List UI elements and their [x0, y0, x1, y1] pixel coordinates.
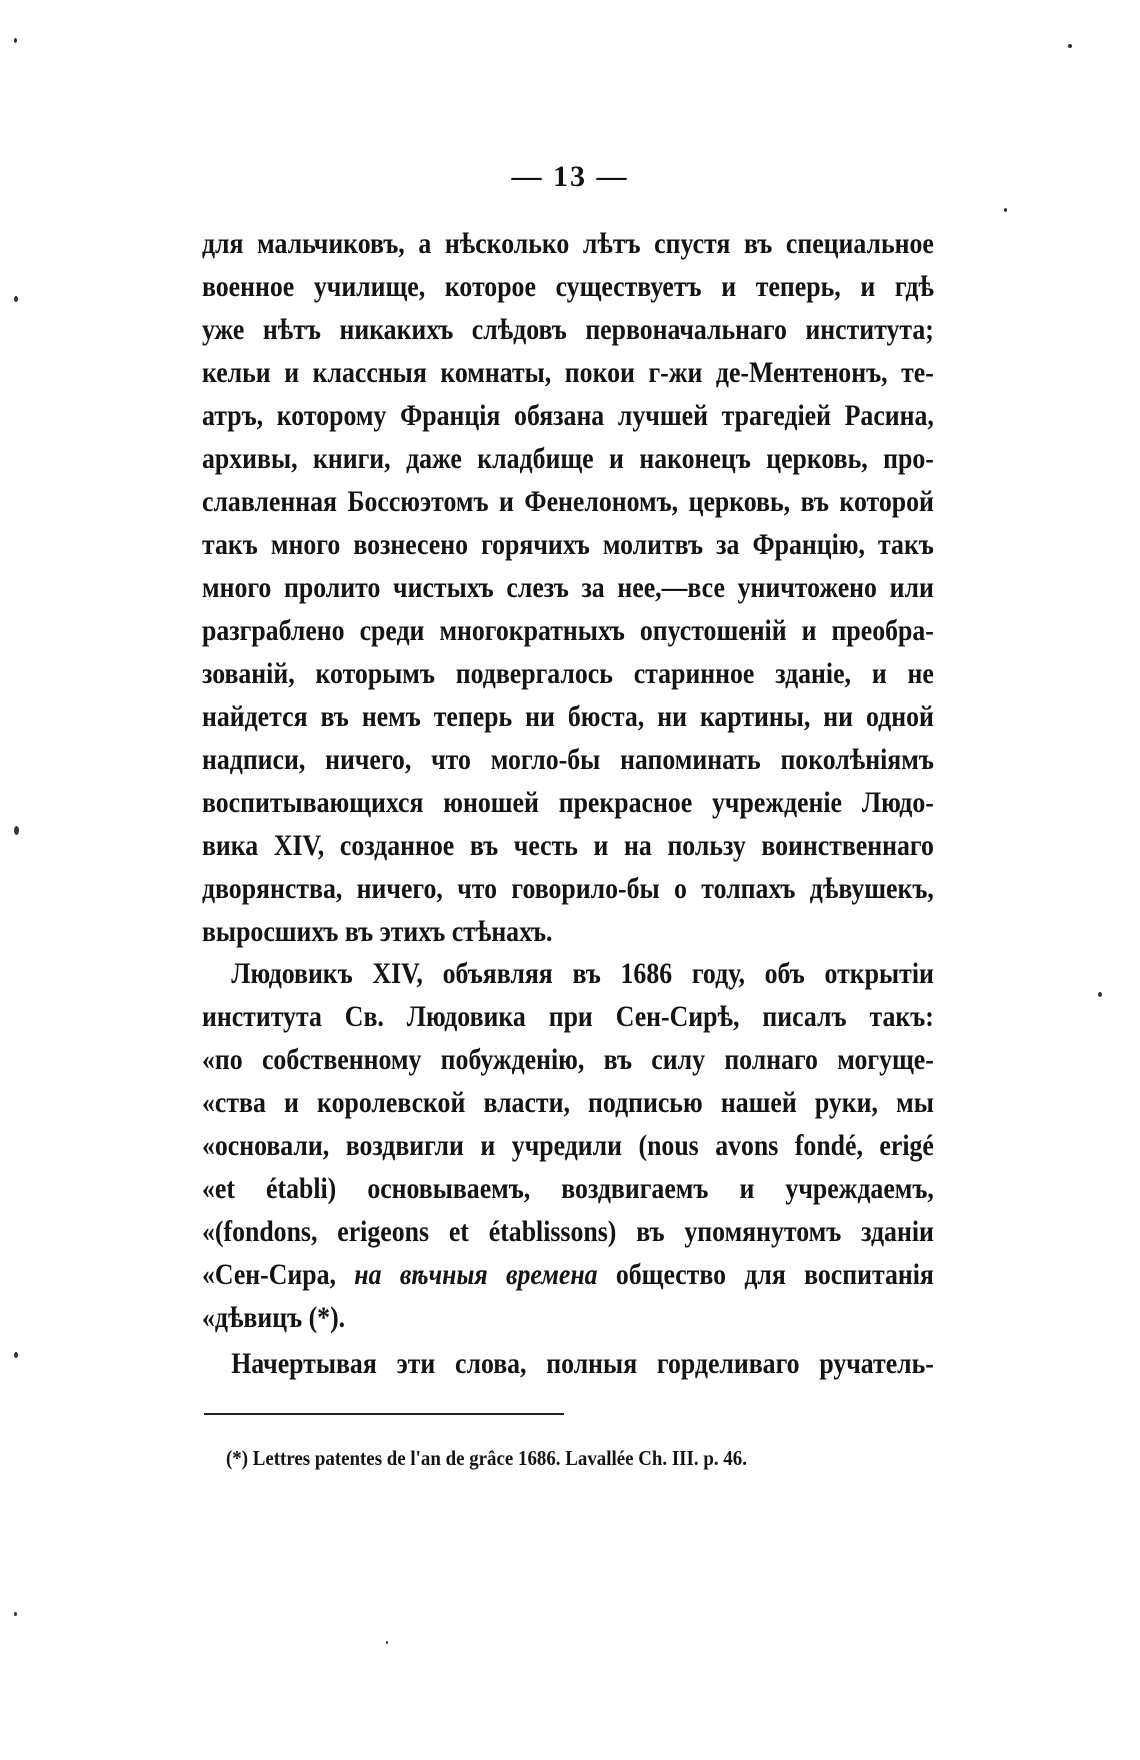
text-line: славленная Боссюэтомъ и Фенелономъ, церковь, въ которой: [202, 485, 934, 518]
scan-speck: [1098, 992, 1102, 997]
paragraph-2: [202, 952, 934, 1339]
scan-speck: [386, 1641, 388, 1644]
text-line: разграблено среди многократныхъ опустошеній и преобра-: [202, 614, 934, 647]
italic-phrase: на вѣчныя времена: [354, 1258, 598, 1291]
text-line: дворянства, ничего, что говорило-бы о толпахъ дѣвушекъ,: [202, 872, 934, 905]
scan-speck: [1068, 44, 1072, 48]
text-segment: «Сен-Сира,: [202, 1258, 355, 1291]
text-line: для мальчиковъ, а нѣсколько лѣтъ спустя въ специальное: [202, 227, 934, 260]
text-line: Начертывая эти слова, полныя горделиваго ручатель-: [231, 1347, 934, 1380]
text-line: кельи и классныя комнаты, покои г-жи де-Ментенонъ, те-: [202, 356, 934, 389]
text-line: «по собственному побужденію, въ силу полнаго могуще-: [202, 1043, 934, 1076]
text-line: воспитывающихся юношей прекрасное учрежденіе Людо-: [202, 786, 934, 819]
text-line: надписи, ничего, что могло-бы напоминать поколѣніямъ: [202, 743, 934, 776]
text-line: военное училище, которое существуетъ и теперь, и гдѣ: [202, 270, 934, 303]
text-line: вика XIV, созданное въ честь и на пользу воинственнаго: [202, 829, 934, 862]
text-segment: общество для воспитанія: [597, 1258, 934, 1291]
text-line: института Св. Людовика при Сен-Сирѣ, писалъ такъ:: [202, 1000, 934, 1033]
text-line: такъ много вознесено горячихъ молитвъ за Францію, такъ: [202, 528, 934, 561]
text-line: Людовикъ XIV, объявляя въ 1686 году, объ открытіи: [231, 957, 934, 990]
scan-speck: [14, 38, 17, 43]
text-line: архивы, книги, даже кладбище и наконецъ церковь, про-: [202, 442, 934, 475]
footnote: (*) Lettres patentes de l'an de grâce 1686. Lavallée Ch. III. p. 46.: [226, 1446, 747, 1470]
text-line: «дѣвицъ (*).: [202, 1301, 346, 1334]
paragraph-3: [202, 1342, 934, 1385]
paragraph-1: [202, 222, 934, 953]
scan-speck: [14, 296, 18, 302]
text-line: «основали, воздвигли и учредили (nous avons fondé, erigé: [202, 1129, 934, 1162]
text-line: «et établi) основываемъ, воздвигаемъ и учреждаемъ,: [202, 1172, 934, 1205]
page-number: — 13 —: [511, 160, 629, 193]
text-line: зованій, которымъ подвергалось старинное зданіе, и не: [202, 657, 934, 690]
text-line: найдется въ немъ теперь ни бюста, ни картины, ни одной: [202, 700, 934, 733]
text-line: «ства и королевской власти, подписью нашей руки, мы: [202, 1086, 934, 1119]
footnote-separator: [204, 1413, 564, 1415]
text-line: «(fondons, erigeons et établissons) въ упомянутомъ зданіи: [202, 1215, 934, 1248]
text-line: уже нѣтъ никакихъ слѣдовъ первоначальнаго института;: [202, 313, 934, 346]
scan-speck: [14, 826, 19, 835]
text-line: выросшихъ въ этихъ стѣнахъ.: [202, 915, 553, 948]
text-line: атръ, которому Франція обязана лучшей трагедіей Расина,: [202, 399, 934, 432]
scan-speck: [14, 1352, 18, 1358]
scan-speck: [14, 1612, 17, 1616]
text-line-with-italic: [202, 1253, 934, 1296]
text-line: много пролито чистыхъ слезъ за нее,—все уничтожено или: [202, 571, 934, 604]
scan-speck: [1004, 208, 1007, 212]
